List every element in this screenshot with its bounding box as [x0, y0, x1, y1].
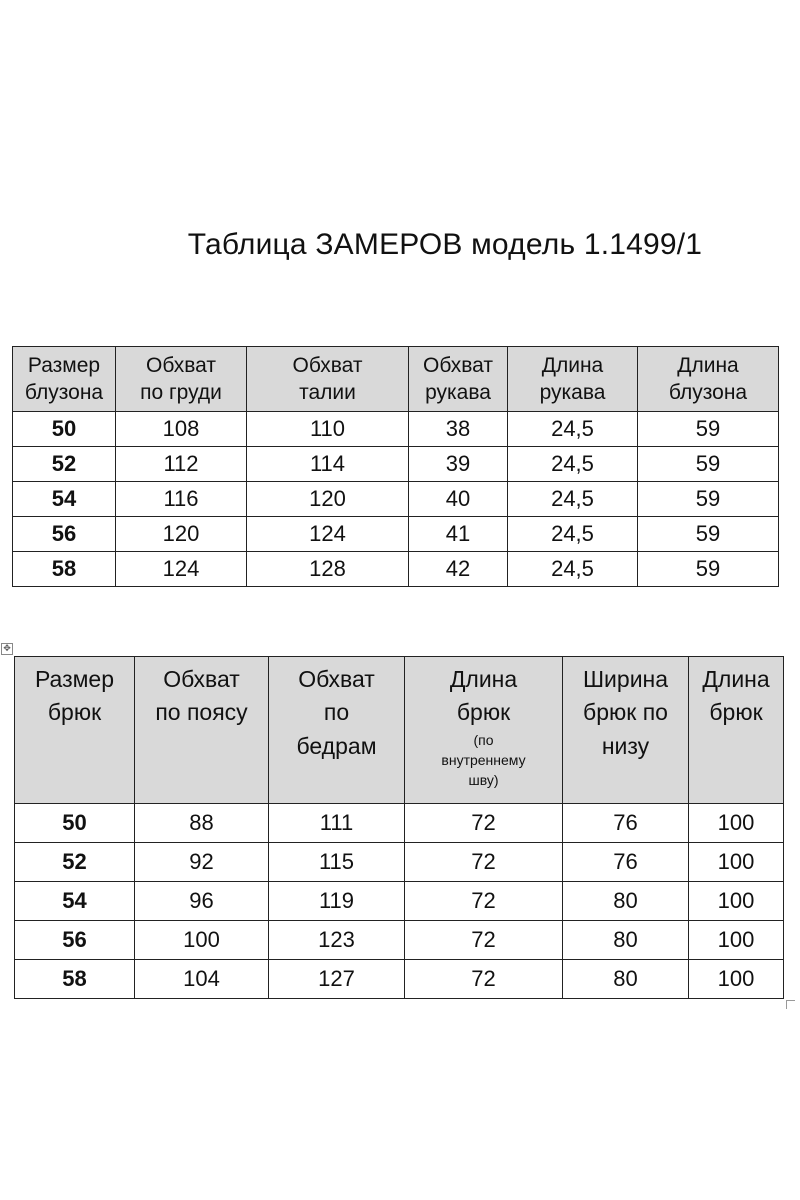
table-cell: 96 [135, 882, 269, 921]
size-cell: 56 [15, 921, 135, 960]
table-cell: 41 [409, 517, 508, 552]
table-cell: 104 [135, 960, 269, 999]
header-cell: Обхват рукава [409, 347, 508, 412]
table-cell: 111 [269, 804, 405, 843]
table-cell: 80 [563, 921, 689, 960]
table-cell: 92 [135, 843, 269, 882]
table-cell: 72 [405, 960, 563, 999]
table-cell: 115 [269, 843, 405, 882]
table-row [13, 482, 779, 517]
table-cell: 124 [116, 552, 247, 587]
table-row [15, 804, 784, 843]
size-cell: 56 [13, 517, 116, 552]
header-cell: Длина рукава [508, 347, 638, 412]
table-cell: 24,5 [508, 552, 638, 587]
table-cell: 123 [269, 921, 405, 960]
header-cell: Длина брюк (по внутреннему шву) [405, 657, 563, 804]
table-row [15, 960, 784, 999]
table-cell: 24,5 [508, 517, 638, 552]
size-cell: 54 [15, 882, 135, 921]
table-row [13, 517, 779, 552]
table-cell: 100 [135, 921, 269, 960]
table-row [15, 843, 784, 882]
table-cell: 42 [409, 552, 508, 587]
table-cell: 80 [563, 882, 689, 921]
table-cell: 112 [116, 447, 247, 482]
size-cell: 52 [15, 843, 135, 882]
table-cell: 59 [638, 552, 779, 587]
table-cell: 114 [247, 447, 409, 482]
table-cell: 24,5 [508, 482, 638, 517]
page-title: Таблица ЗАМЕРОВ модель 1.1499/1 [187, 228, 703, 261]
table-cell: 108 [116, 412, 247, 447]
table-cell: 72 [405, 843, 563, 882]
pants-measurements-table [14, 656, 784, 999]
table-cell: 120 [247, 482, 409, 517]
header-cell: Обхват талии [247, 347, 409, 412]
table-row [13, 412, 779, 447]
table-cell: 24,5 [508, 412, 638, 447]
table-row [13, 447, 779, 482]
size-cell: 50 [15, 804, 135, 843]
table-header-row [15, 657, 784, 804]
table-cell: 59 [638, 447, 779, 482]
header-cell: Ширина брюк по низу [563, 657, 689, 804]
table-row [15, 882, 784, 921]
header-note: (по [473, 731, 494, 748]
table-cell: 124 [247, 517, 409, 552]
table-cell: 59 [638, 482, 779, 517]
table-cell: 59 [638, 412, 779, 447]
table-cell: 100 [689, 882, 784, 921]
size-cell: 50 [13, 412, 116, 447]
size-cell: 58 [13, 552, 116, 587]
table-cell: 128 [247, 552, 409, 587]
table-cell: 116 [116, 482, 247, 517]
table-cell: 72 [405, 804, 563, 843]
table-cell: 39 [409, 447, 508, 482]
header-cell: Обхват по бедрам [269, 657, 405, 804]
size-cell: 52 [13, 447, 116, 482]
table-row [13, 552, 779, 587]
table-cell: 40 [409, 482, 508, 517]
header-cell: Размер брюк [15, 657, 135, 804]
blouse-measurements-table [12, 346, 779, 587]
header-cell: Размер блузона [13, 347, 116, 412]
header-note: внутреннему [441, 751, 526, 768]
table-cell: 76 [563, 804, 689, 843]
table-cell: 127 [269, 960, 405, 999]
table-cell: 100 [689, 921, 784, 960]
table-cell: 88 [135, 804, 269, 843]
table-cell: 72 [405, 921, 563, 960]
header-cell: Обхват по поясу [135, 657, 269, 804]
table-header-row [13, 347, 779, 412]
size-cell: 54 [13, 482, 116, 517]
table-cell: 80 [563, 960, 689, 999]
move-handle-icon[interactable]: ✥ [1, 643, 13, 655]
table-cell: 76 [563, 843, 689, 882]
table-cell: 72 [405, 882, 563, 921]
table-cell: 38 [409, 412, 508, 447]
table-cell: 120 [116, 517, 247, 552]
table-cell: 100 [689, 804, 784, 843]
header-cell: Длина брюк [689, 657, 784, 804]
paragraph-corner-mark [786, 1000, 795, 1009]
table-cell: 100 [689, 843, 784, 882]
table-row [15, 921, 784, 960]
table-cell: 59 [638, 517, 779, 552]
table-cell: 110 [247, 412, 409, 447]
header-cell: Длина блузона [638, 347, 779, 412]
header-note: шву) [468, 772, 499, 789]
table-cell: 24,5 [508, 447, 638, 482]
table-cell: 100 [689, 960, 784, 999]
header-cell: Обхват по груди [116, 347, 247, 412]
size-cell: 58 [15, 960, 135, 999]
table-cell: 119 [269, 882, 405, 921]
